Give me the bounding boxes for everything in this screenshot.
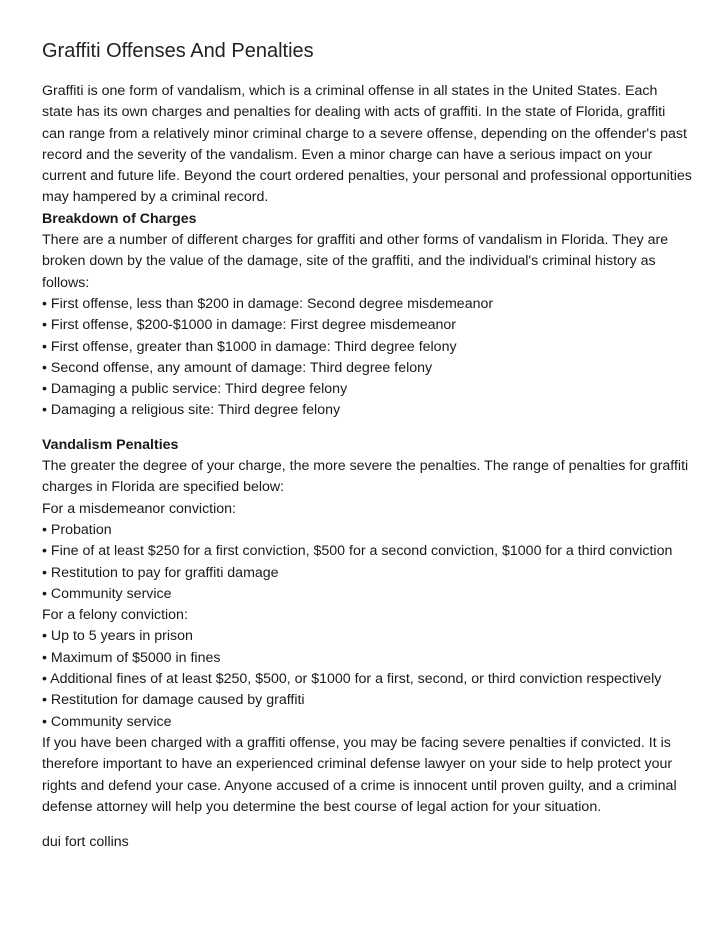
list-item: • Community service — [42, 713, 172, 730]
list-item: • Maximum of $5000 in fines — [42, 649, 221, 666]
felony-label: For a felony conviction: — [42, 607, 188, 624]
list-item: • Restitution for damage caused by graffiti — [42, 692, 305, 709]
list-item: • Damaging a public service: Third degree felony — [42, 381, 348, 398]
breakdown-heading: Breakdown of Charges — [42, 210, 197, 227]
list-item: • Community service — [42, 585, 172, 602]
page-title: Graffiti Offenses And Penalties — [42, 40, 314, 62]
section-spacer — [42, 422, 692, 435]
misdemeanor-label: For a misdemeanor conviction: — [42, 500, 236, 517]
list-item: • Damaging a religious site: Third degree felony — [42, 402, 341, 419]
felony-list — [42, 626, 692, 732]
misdemeanor-list — [42, 520, 692, 605]
list-item: • Restitution to pay for graffiti damage — [42, 564, 279, 581]
footer-link[interactable]: dui fort collins — [42, 834, 129, 851]
intro-paragraph: Graffiti is one form of vandalism, which is a criminal offense in all states in the United States. Each state has its own charges and penalties for dealing with acts of graffiti. In the state of Florida, graffiti can range from a relatively minor criminal charge to a severe offense, depending on the offender's past record and the severity of the vandalism. Even a minor charge can have a serious impact on your current and future life. Beyond the court ordered penalties, your personal and professional opportunities may hampered by a criminal record. — [42, 83, 692, 206]
list-item: • First offense, less than $200 in damage: Second degree misdemeanor — [42, 295, 494, 312]
list-item: • Up to 5 years in prison — [42, 628, 193, 645]
document-page — [42, 38, 692, 853]
closing-paragraph: If you have been charged with a graffiti offense, you may be facing severe penalties if convicted. It is therefore important to have an experienced criminal defense lawyer on your side to help protect your rights and defend your case. Anyone accused of a crime is innocent until proven guilty, and a criminal defense attorney will help you determine the best course of legal action for your situation. — [42, 734, 677, 815]
list-item: • Additional fines of at least $250, $500, or $1000 for a first, second, or third conviction respectively — [42, 671, 662, 688]
charges-list — [42, 294, 692, 422]
list-item: • First offense, greater than $1000 in damage: Third degree felony — [42, 338, 457, 355]
list-item: • Probation — [42, 521, 112, 538]
list-item: • First offense, $200-$1000 in damage: First degree misdemeanor — [42, 317, 457, 334]
list-item: • Fine of at least $250 for a first conviction, $500 for a second conviction, $1000 for a third conviction — [42, 543, 673, 560]
penalties-heading: Vandalism Penalties — [42, 436, 179, 453]
penalties-paragraph: The greater the degree of your charge, the more severe the penalties. The range of penalties for graffiti charges in Florida are specified below: — [42, 458, 689, 496]
breakdown-paragraph: There are a number of different charges for graffiti and other forms of vandalism in Florida. They are broken down by the value of the damage, site of the graffiti, and the individual's criminal history as follows: — [42, 232, 669, 291]
footer-spacer — [42, 818, 692, 832]
list-item: • Second offense, any amount of damage: Third degree felony — [42, 359, 433, 376]
